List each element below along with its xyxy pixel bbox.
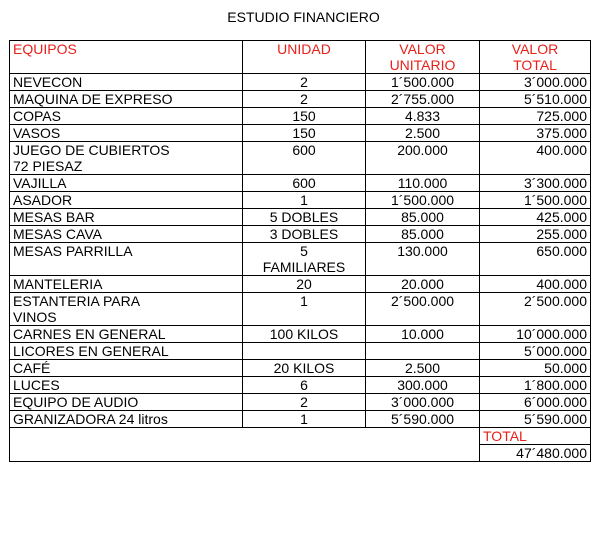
header-valor-total-line1: VALOR: [511, 41, 559, 57]
unidad-cell-line: 5: [300, 243, 308, 259]
equipo-cell-line: VAJILLA: [13, 175, 67, 191]
equipo-cell-line: 72 PIESAZ: [13, 158, 83, 174]
table-row: [10, 293, 591, 326]
equipo-cell-line: MAQUINA DE EXPRESO: [13, 91, 173, 107]
equipo-cell: [10, 394, 243, 411]
table-header-row: [10, 41, 591, 74]
valor-total-cell: 3´300.000: [480, 175, 591, 192]
table-row: [10, 192, 591, 209]
unidad-cell-line: 3 DOBLES: [269, 226, 339, 242]
valor-unitario-cell: 85.000: [366, 226, 480, 243]
equipo-cell-line: VINOS: [13, 309, 57, 325]
unidad-cell-line: 6: [300, 377, 308, 393]
valor-unitario-cell: 300.000: [366, 377, 480, 394]
table-row: [10, 394, 591, 411]
table-row: [10, 125, 591, 142]
equipo-cell-line: EQUIPO DE AUDIO: [13, 394, 139, 410]
equipo-cell-line: JUEGO DE CUBIERTOS: [13, 142, 170, 158]
table-row: [10, 91, 591, 108]
equipo-cell: [10, 91, 243, 108]
total-value: 47´480.000: [480, 445, 591, 462]
page-title: ESTUDIO FINANCIERO: [227, 9, 380, 25]
unidad-cell-line: 1: [300, 293, 308, 309]
unidad-cell: [243, 394, 366, 411]
table-row: [10, 226, 591, 243]
unidad-cell-line: 150: [292, 108, 316, 124]
unidad-cell-line: 600: [292, 175, 316, 191]
valor-total-cell: 425.000: [480, 209, 591, 226]
equipo-cell-line: MANTELERIA: [13, 276, 103, 292]
equipo-cell: [10, 343, 243, 360]
table-row: [10, 326, 591, 343]
unidad-cell: [243, 142, 366, 175]
equipo-cell-line: LICORES EN GENERAL: [13, 343, 169, 359]
equipo-cell: [10, 276, 243, 293]
valor-unitario-cell: 110.000: [366, 175, 480, 192]
valor-unitario-cell: [366, 343, 480, 360]
valor-total-cell: 10´000.000: [480, 326, 591, 343]
equipo-cell-line: VASOS: [13, 125, 61, 141]
unidad-cell: [243, 293, 366, 326]
valor-unitario-cell: 2.500: [366, 125, 480, 142]
valor-total-cell: 3´000.000: [480, 74, 591, 91]
unidad-cell-line: 1: [300, 192, 308, 208]
financial-table: [9, 40, 591, 462]
unidad-cell: [243, 360, 366, 377]
table-row: [10, 209, 591, 226]
equipo-cell: [10, 411, 243, 428]
equipo-cell: [10, 377, 243, 394]
unidad-cell-line: FAMILIARES: [262, 259, 346, 275]
unidad-cell: [243, 91, 366, 108]
unidad-cell-line: 600: [292, 142, 316, 158]
equipo-cell: [10, 125, 243, 142]
equipo-cell-line: MESAS PARRILLA: [13, 243, 133, 259]
valor-total-cell: 1´800.000: [480, 377, 591, 394]
total-label: TOTAL: [480, 428, 591, 445]
table-row: [10, 343, 591, 360]
unidad-cell-line: 20 KILOS: [273, 360, 335, 376]
unidad-cell: [243, 243, 366, 276]
equipo-cell-line: NEVECON: [13, 74, 83, 90]
valor-total-cell: 5´590.000: [480, 411, 591, 428]
table-row: [10, 243, 591, 276]
table-row: [10, 74, 591, 91]
equipo-cell-line: ASADOR: [13, 192, 73, 208]
equipo-cell-line: GRANIZADORA 24 litros: [13, 411, 168, 427]
valor-total-cell: 650.000: [480, 243, 591, 276]
unidad-cell: [243, 175, 366, 192]
unidad-cell-line: 1: [300, 411, 308, 427]
valor-unitario-cell: 5´590.000: [366, 411, 480, 428]
unidad-cell-line: 5 DOBLES: [269, 209, 339, 225]
equipo-cell-line: CAFÉ: [13, 360, 51, 376]
unidad-cell: [243, 74, 366, 91]
unidad-cell-line: 150: [292, 125, 316, 141]
valor-total-cell: 50.000: [480, 360, 591, 377]
valor-total-cell: 5´000.000: [480, 343, 591, 360]
valor-unitario-cell: 2´755.000: [366, 91, 480, 108]
valor-unitario-cell: 4.833: [366, 108, 480, 125]
table-row: [10, 377, 591, 394]
unidad-cell-line: 2: [300, 91, 308, 107]
equipo-cell-line: MESAS BAR: [13, 209, 95, 225]
table-body: [10, 74, 591, 428]
equipo-cell: [10, 209, 243, 226]
unidad-cell: [243, 192, 366, 209]
equipo-cell-line: COPAS: [13, 108, 61, 124]
table-row: [10, 142, 591, 175]
equipo-cell: [10, 142, 243, 175]
unidad-cell: [243, 326, 366, 343]
valor-total-cell: 725.000: [480, 108, 591, 125]
table-row: [10, 175, 591, 192]
valor-unitario-cell: 2.500: [366, 360, 480, 377]
equipo-cell-line: CARNES EN GENERAL: [13, 326, 166, 342]
header-valor-unitario-line2: UNITARIO: [389, 57, 456, 73]
total-row: [10, 428, 591, 445]
valor-total-cell: 400.000: [480, 276, 591, 293]
valor-total-cell: 5´510.000: [480, 91, 591, 108]
valor-unitario-cell: 130.000: [366, 243, 480, 276]
unidad-cell: [243, 377, 366, 394]
valor-unitario-cell: 85.000: [366, 209, 480, 226]
table-row: [10, 276, 591, 293]
unidad-cell: [243, 343, 366, 360]
unidad-cell: [243, 226, 366, 243]
unidad-cell-line: 2: [300, 74, 308, 90]
table-row: [10, 411, 591, 428]
equipo-cell: [10, 326, 243, 343]
header-valor-total-line2: TOTAL: [513, 57, 557, 73]
header-valor-unitario-line1: VALOR: [399, 41, 446, 57]
equipo-cell: [10, 243, 243, 276]
equipo-cell: [10, 192, 243, 209]
valor-unitario-cell: 3´000.000: [366, 394, 480, 411]
unidad-cell: [243, 411, 366, 428]
unidad-cell-line: 20: [296, 276, 312, 292]
unidad-cell: [243, 209, 366, 226]
equipo-cell: [10, 360, 243, 377]
valor-unitario-cell: 20.000: [366, 276, 480, 293]
valor-total-cell: 400.000: [480, 142, 591, 175]
total-spacer-cell: [10, 428, 480, 462]
valor-unitario-cell: 200.000: [366, 142, 480, 175]
unidad-cell: [243, 125, 366, 142]
unidad-cell-line: 100 KILOS: [269, 326, 339, 342]
equipo-cell: [10, 175, 243, 192]
valor-total-cell: 6´000.000: [480, 394, 591, 411]
equipo-cell-line: ESTANTERIA PARA: [13, 293, 141, 309]
header-valor-total: [480, 41, 591, 74]
unidad-cell: [243, 108, 366, 125]
equipo-cell: [10, 293, 243, 326]
valor-unitario-cell: 1´500.000: [366, 192, 480, 209]
equipo-cell: [10, 108, 243, 125]
valor-total-cell: 2´500.000: [480, 293, 591, 326]
table-row: [10, 108, 591, 125]
valor-unitario-cell: 10.000: [366, 326, 480, 343]
valor-total-cell: 1´500.000: [480, 192, 591, 209]
header-unidad: UNIDAD: [243, 41, 366, 74]
header-equipos: EQUIPOS: [10, 41, 243, 74]
equipo-cell: [10, 226, 243, 243]
header-valor-unitario: [366, 41, 480, 74]
unidad-cell: [243, 276, 366, 293]
equipo-cell-line: LUCES: [13, 377, 60, 393]
equipo-cell-line: MESAS CAVA: [13, 226, 102, 242]
valor-total-cell: 255.000: [480, 226, 591, 243]
unidad-cell-line: 2: [300, 394, 308, 410]
valor-unitario-cell: 1´500.000: [366, 74, 480, 91]
valor-total-cell: 375.000: [480, 125, 591, 142]
equipo-cell: [10, 74, 243, 91]
table-row: [10, 360, 591, 377]
valor-unitario-cell: 2´500.000: [366, 293, 480, 326]
